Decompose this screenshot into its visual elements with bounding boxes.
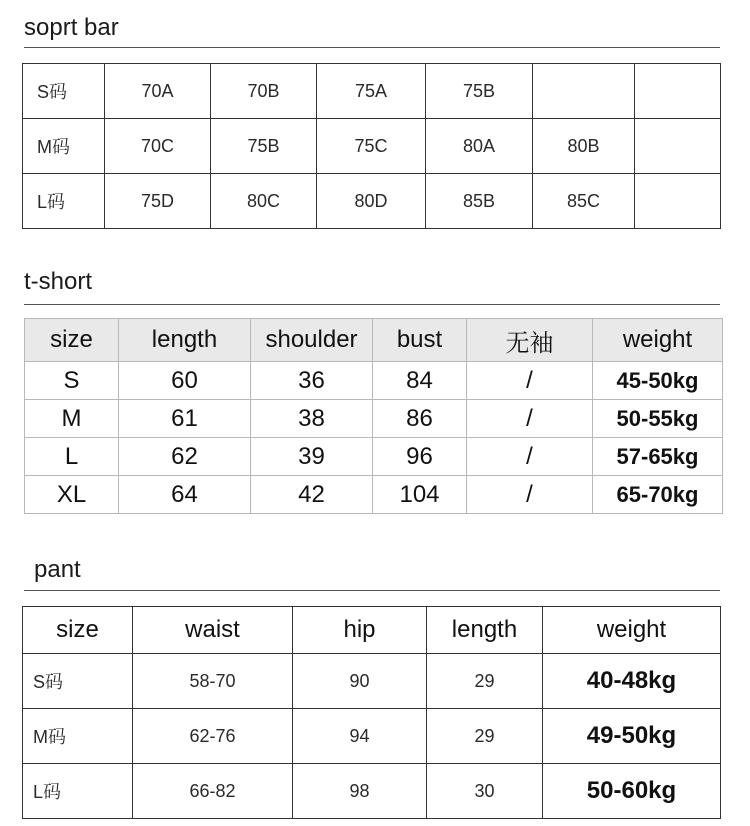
table-cell: 75B xyxy=(426,64,533,119)
table-cell: 85C xyxy=(533,174,635,229)
table-cell: 36 xyxy=(251,362,373,400)
table-cell xyxy=(635,174,721,229)
table-cell: 61 xyxy=(119,400,251,438)
t-short-divider xyxy=(24,304,720,305)
table-cell: / xyxy=(467,476,593,514)
table-cell: 96 xyxy=(373,438,467,476)
table-cell: 30 xyxy=(427,764,543,819)
table-header-row xyxy=(23,607,721,654)
weight-cell: 45-50kg xyxy=(593,362,723,400)
table-row xyxy=(23,174,721,229)
table-row xyxy=(23,64,721,119)
table-cell: 38 xyxy=(251,400,373,438)
table-cell: 80A xyxy=(426,119,533,174)
table-cell: 58-70 xyxy=(133,654,293,709)
table-row xyxy=(25,400,723,438)
table-cell: 98 xyxy=(293,764,427,819)
table-cell: 94 xyxy=(293,709,427,764)
weight-cell: 50-60kg xyxy=(543,764,721,819)
t-short-title: t-short xyxy=(24,268,93,295)
sport-bar-title: soprt bar xyxy=(24,14,119,41)
size-label: L xyxy=(25,438,119,476)
table-cell xyxy=(533,64,635,119)
weight-cell: 57-65kg xyxy=(593,438,723,476)
table-cell: 104 xyxy=(373,476,467,514)
table-cell: 42 xyxy=(251,476,373,514)
column-header: bust xyxy=(373,319,467,362)
table-row xyxy=(23,119,721,174)
table-cell: / xyxy=(467,438,593,476)
size-label: M码 xyxy=(23,119,105,174)
table-cell: 85B xyxy=(426,174,533,229)
table-row xyxy=(23,764,721,819)
table-header-row xyxy=(25,319,723,362)
table-cell: 75C xyxy=(317,119,426,174)
table-cell: 80D xyxy=(317,174,426,229)
table-cell: 80B xyxy=(533,119,635,174)
weight-cell: 65-70kg xyxy=(593,476,723,514)
sport-bar-divider xyxy=(24,47,720,48)
column-header: size xyxy=(23,607,133,654)
column-header: shoulder xyxy=(251,319,373,362)
column-header: 无袖 xyxy=(467,319,593,362)
size-label: M码 xyxy=(23,709,133,764)
table-cell xyxy=(635,119,721,174)
weight-cell: 40-48kg xyxy=(543,654,721,709)
table-cell: 90 xyxy=(293,654,427,709)
table-cell: 29 xyxy=(427,654,543,709)
size-label: XL xyxy=(25,476,119,514)
pant-size-table xyxy=(22,606,721,819)
table-cell: 62-76 xyxy=(133,709,293,764)
table-cell xyxy=(635,64,721,119)
table-cell: 80C xyxy=(211,174,317,229)
table-cell: 60 xyxy=(119,362,251,400)
size-label: M xyxy=(25,400,119,438)
table-cell: 70B xyxy=(211,64,317,119)
table-row xyxy=(23,654,721,709)
column-header: weight xyxy=(593,319,723,362)
table-cell: 86 xyxy=(373,400,467,438)
table-row xyxy=(25,476,723,514)
table-cell: 29 xyxy=(427,709,543,764)
table-cell: / xyxy=(467,362,593,400)
pant-title: pant xyxy=(34,556,81,583)
column-header: hip xyxy=(293,607,427,654)
size-label: S码 xyxy=(23,64,105,119)
table-cell: 75A xyxy=(317,64,426,119)
size-label: L码 xyxy=(23,764,133,819)
table-cell: 75D xyxy=(105,174,211,229)
sport-bar-size-table xyxy=(22,63,721,229)
column-header: length xyxy=(119,319,251,362)
table-cell: 70C xyxy=(105,119,211,174)
table-cell: / xyxy=(467,400,593,438)
column-header: weight xyxy=(543,607,721,654)
table-cell: 84 xyxy=(373,362,467,400)
table-cell: 64 xyxy=(119,476,251,514)
table-cell: 66-82 xyxy=(133,764,293,819)
column-header: length xyxy=(427,607,543,654)
table-row xyxy=(23,709,721,764)
column-header: size xyxy=(25,319,119,362)
weight-cell: 50-55kg xyxy=(593,400,723,438)
table-cell: 62 xyxy=(119,438,251,476)
table-row xyxy=(25,438,723,476)
table-cell: 75B xyxy=(211,119,317,174)
table-cell: 70A xyxy=(105,64,211,119)
pant-divider xyxy=(24,590,720,591)
column-header: waist xyxy=(133,607,293,654)
size-label: S码 xyxy=(23,654,133,709)
weight-cell: 49-50kg xyxy=(543,709,721,764)
table-row xyxy=(25,362,723,400)
size-label: S xyxy=(25,362,119,400)
t-short-size-table xyxy=(24,318,723,514)
table-cell: 39 xyxy=(251,438,373,476)
size-label: L码 xyxy=(23,174,105,229)
